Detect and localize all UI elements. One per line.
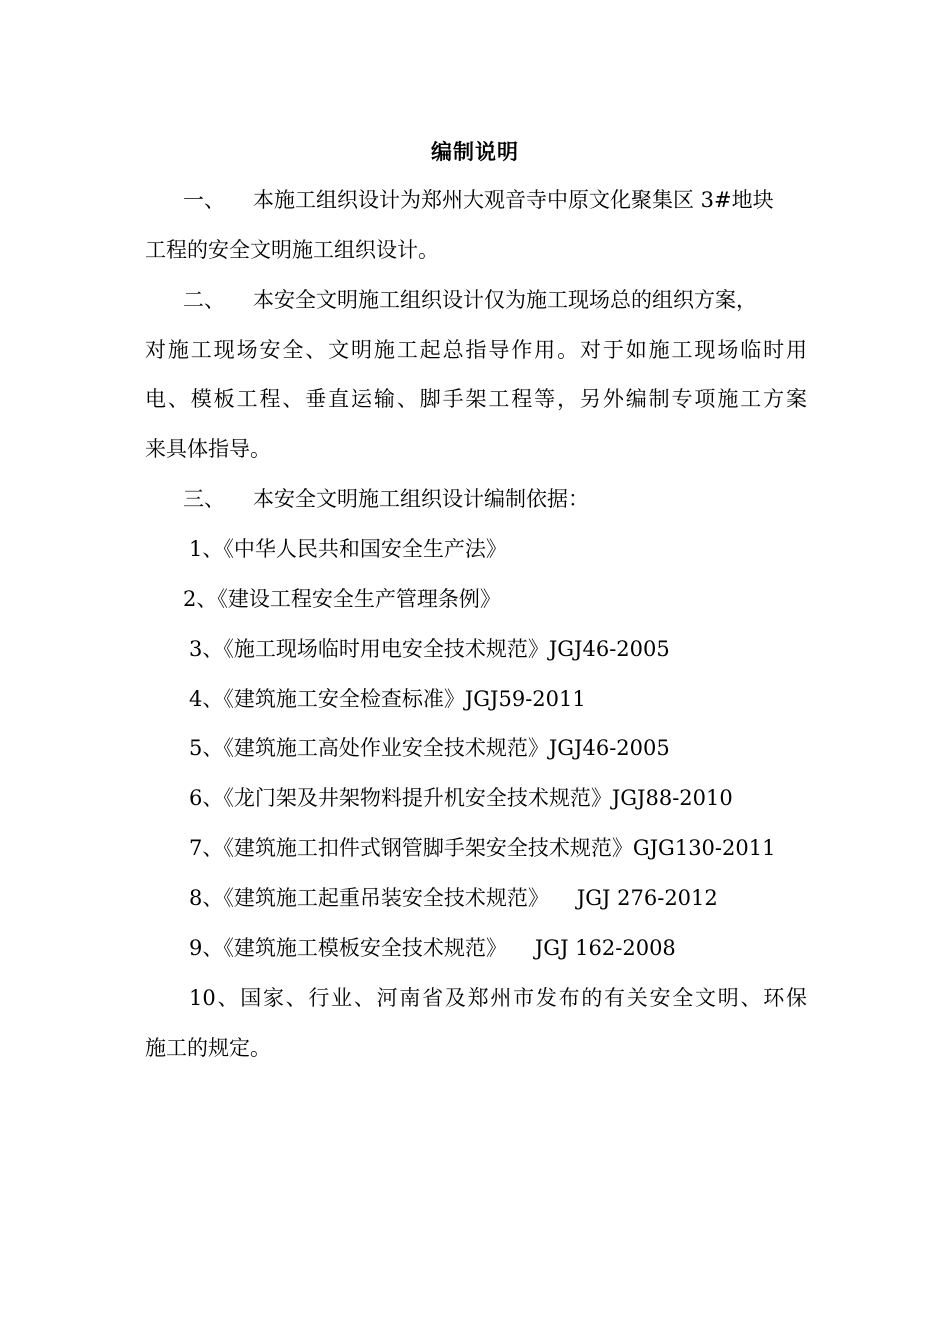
reference-item-4: 4、《建筑施工安全检查标准》JGJ59-2011 bbox=[189, 687, 586, 711]
section-2-line-2: 对施工现场安全、文明施工起总指导作用。对于如施工现场临时用 bbox=[145, 338, 807, 362]
reference-item-9 bbox=[189, 933, 676, 963]
reference-item-7: 7、《建筑施工扣件式钢管脚手架安全技术规范》GJG130-2011 bbox=[189, 836, 776, 860]
section-2-marker: 二、 bbox=[183, 288, 225, 312]
reference-item-6: 6、《龙门架及井架物料提升机安全技术规范》JGJ88-2010 bbox=[189, 786, 733, 810]
reference-item-10-line-2: 施工的规定。 bbox=[145, 1036, 271, 1060]
reference-item-1: 1、《中华人民共和国安全生产法》 bbox=[189, 537, 507, 561]
section-3-marker: 三、 bbox=[183, 487, 225, 511]
section-3-text-1: 本安全文明施工组织设计编制依据： bbox=[253, 487, 589, 511]
section-2-line-3: 电、模板工程、垂直运输、脚手架工程等，另外编制专项施工方案 bbox=[145, 387, 807, 411]
section-1-line-2: 工程的安全文明施工组织设计。 bbox=[145, 238, 439, 262]
reference-item-9-code: JGJ 162-2008 bbox=[534, 936, 676, 960]
reference-item-2: 2、《建设工程安全生产管理条例》 bbox=[183, 587, 501, 611]
reference-item-10-line-1: 10、国家、行业、河南省及郑州市发布的有关安全文明、环保 bbox=[189, 986, 807, 1010]
document-title: 编制说明 bbox=[431, 139, 519, 164]
section-2-line-1 bbox=[183, 285, 757, 315]
section-2-line-4: 来具体指导。 bbox=[145, 437, 271, 461]
section-2-text-1: 本安全文明施工组织设计仅为施工现场总的组织方案， bbox=[253, 288, 757, 312]
reference-item-9-text: 9、《建筑施工模板安全技术规范》 bbox=[189, 936, 507, 960]
reference-item-8-code: JGJ 276-2012 bbox=[576, 886, 718, 910]
reference-item-8-text: 8、《建筑施工起重吊装安全技术规范》 bbox=[189, 886, 549, 910]
section-1-line-1 bbox=[183, 185, 774, 215]
section-3-line-1 bbox=[183, 484, 589, 514]
section-1-marker: 一、 bbox=[183, 188, 225, 212]
reference-item-8 bbox=[189, 883, 718, 913]
reference-item-3: 3、《施工现场临时用电安全技术规范》JGJ46-2005 bbox=[189, 637, 670, 661]
reference-item-5: 5、《建筑施工高处作业安全技术规范》JGJ46-2005 bbox=[189, 736, 670, 760]
section-1-text-1: 本施工组织设计为郑州大观音寺中原文化聚集区 3#地块 bbox=[253, 188, 774, 212]
